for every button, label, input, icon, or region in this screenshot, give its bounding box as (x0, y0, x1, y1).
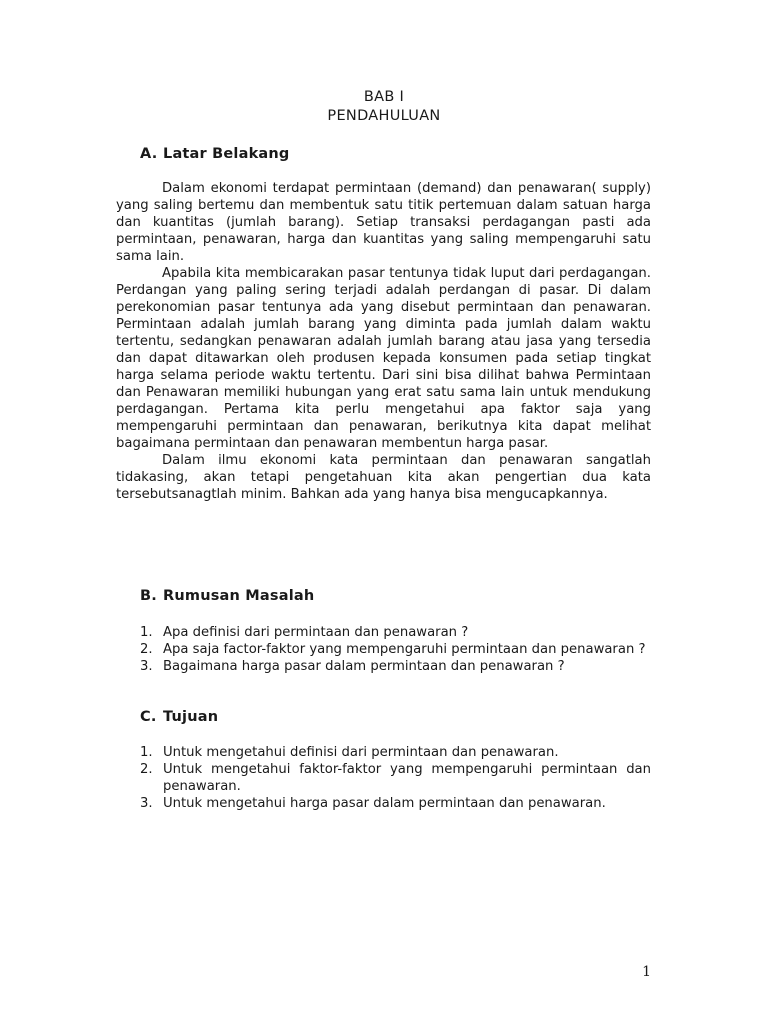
list-text: Untuk mengetahui harga pasar dalam permintaan dan penawaran. (163, 796, 606, 811)
rumusan-masalah-list (140, 624, 651, 675)
list-number: 3. (140, 796, 153, 811)
section-c-heading (140, 709, 218, 726)
list-item (140, 744, 651, 761)
list-text: Apa saja factor-faktor yang mempengaruhi permintaan dan penawaran ? (163, 642, 646, 657)
list-number: 2. (140, 642, 153, 657)
page-number: 1 (642, 964, 651, 980)
list-item (140, 624, 651, 641)
section-a-title: Latar Belakang (163, 146, 290, 162)
section-c-letter: C. (140, 709, 157, 725)
section-b-heading (140, 588, 314, 605)
list-text: Untuk mengetahui faktor-faktor yang mempengaruhi permintaan dan penawaran. (163, 762, 651, 794)
section-a-body (116, 180, 651, 503)
paragraph: Apabila kita membicarakan pasar tentunya tidak luput dari perdagangan. Perdangan yang paling sering terjadi adalah perdangan di pasar. Di dalam perekonomian pasar tentunya ada yang disebut permintaan dan penawaran. Permintaan adalah jumlah barang yang diminta pada jumlah dalam waktu tertentu, sedangkan penawaran adalah jumlah barang atau jasa yang tersedia dan dapat ditawarkan oleh produsen kepada konsumen pada setiap tingkat harga selama periode waktu tertentu. Dari sini bisa dilihat bahwa Permintaan dan Penawaran memiliki hubungan yang erat satu sama lain untuk mendukung perdagangan. Pertama kita perlu mengetahui apa faktor saja yang mempengaruhi permintaan dan penawaran, berikutnya kita dapat melihat bagaimana permintaan dan penawaran membentun harga pasar. (116, 266, 651, 451)
paragraph: Dalam ekonomi terdapat permintaan (demand) dan penawaran( supply) yang saling bertemu dan membentuk satu titik pertemuan dalam satuan harga dan kuantitas (jumlah barang). Setiap transaksi perdagangan pasti ada permintaan, penawaran, harga dan kuantitas yang saling mempengaruhi satu sama lain. (116, 181, 651, 264)
list-item (140, 641, 651, 658)
list-number: 3. (140, 659, 153, 674)
section-a-letter: A. (140, 146, 158, 162)
list-number: 1. (140, 745, 153, 760)
chapter-number: BAB I (363, 89, 405, 105)
list-number: 1. (140, 625, 153, 640)
list-item (140, 658, 651, 675)
list-text: Untuk mengetahui definisi dari permintaan dan penawaran. (163, 745, 559, 760)
paragraph: Dalam ilmu ekonomi kata permintaan dan penawaran sangatlah tidakasing, akan tetapi pengetahuan kita akan pengertian dua kata tersebutsanagtlah minim. Bahkan ada yang hanya bisa mengucapkannya. (116, 453, 651, 502)
section-c-title: Tujuan (163, 709, 219, 725)
section-a-heading (140, 146, 290, 163)
tujuan-list (140, 744, 651, 812)
list-item (140, 795, 651, 812)
list-item (140, 761, 651, 795)
list-number: 2. (140, 762, 153, 777)
section-b-title: Rumusan Masalah (163, 588, 315, 604)
chapter-title: PENDAHULUAN (327, 108, 441, 124)
list-text: Bagaimana harga pasar dalam permintaan dan penawaran ? (163, 659, 565, 674)
list-text: Apa definisi dari permintaan dan penawaran ? (163, 625, 469, 640)
section-b-letter: B. (140, 588, 157, 604)
